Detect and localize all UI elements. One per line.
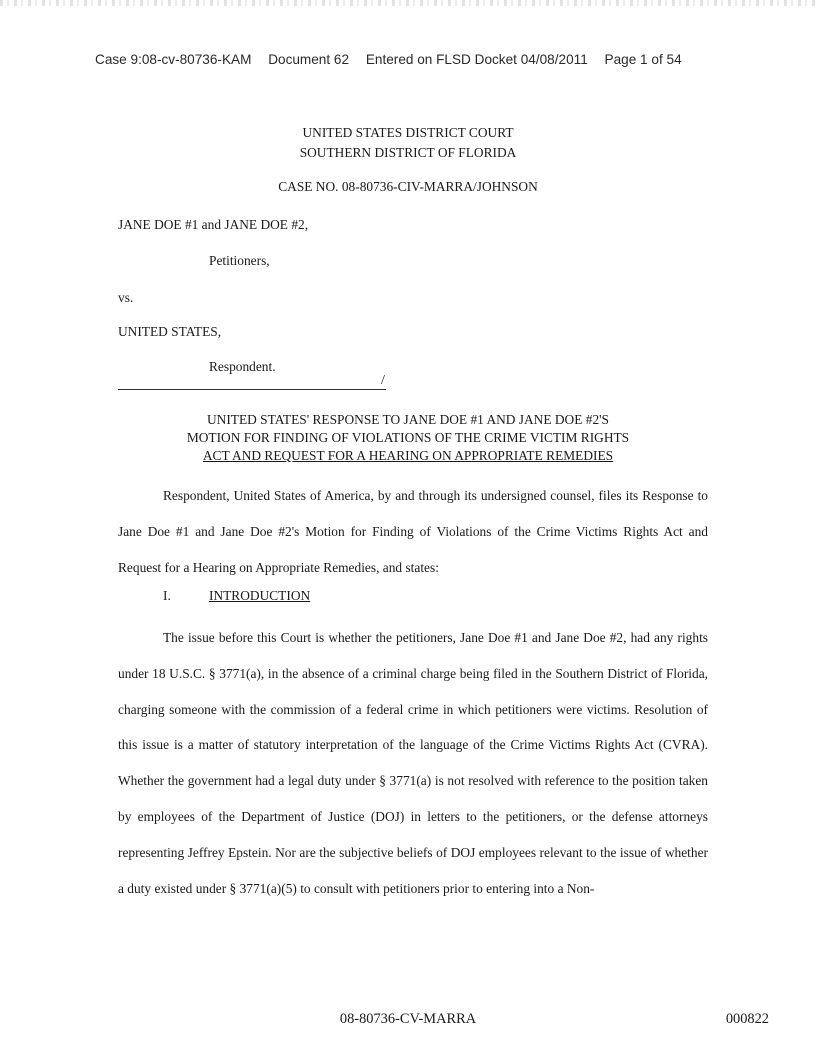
body-paragraph-text: The issue before this Court is whether the petitioners, Jane Doe #1 and Jane Doe #2, had any rights under 18 U.S.C. § 3771(a), in the absence of a criminal charge being filed in the Southern District of Florida, charging someone with the commission of a federal crime in which petitioners were victims. Resolution of this issue is a matter of statutory interpretation of the language of the Crime Victims Rights Act (CVRA). Whether the government had a legal duty under § 3771(a) is not resolved with reference to the position taken by employees of the Department of Justice (DOJ) in letters to the petitioners, or the defense attorneys representing Jeffrey Epstein. Nor are the subjective beliefs of DOJ employees relevant to the issue of whether a duty existed under § 3771(a)(5) to consult with petitioners prior to entering into a Non- — [118, 630, 708, 896]
title-line-1: UNITED STATES' RESPONSE TO JANE DOE #1 AND JANE DOE #2'S — [206, 412, 610, 427]
body-paragraph — [118, 620, 708, 906]
scan-edge-artifact — [0, 0, 816, 6]
title-line-3: ACT AND REQUEST FOR A HEARING ON APPROPRIATE REMEDIES — [202, 448, 614, 463]
intro-paragraph — [118, 478, 708, 585]
petitioners-label: Petitioners, — [209, 253, 270, 268]
header-document-number: Document 62 — [268, 52, 350, 67]
versus: vs. — [118, 290, 134, 305]
case-number: CASE NO. 08-80736-CIV-MARRA/JOHNSON — [278, 179, 538, 194]
document-title — [0, 411, 816, 465]
court-name: UNITED STATES DISTRICT COURT — [302, 125, 514, 140]
petitioners-names: JANE DOE #1 and JANE DOE #2, — [118, 217, 309, 232]
respondent-label: Respondent. — [209, 359, 276, 374]
court-district: SOUTHERN DISTRICT OF FLORIDA — [299, 145, 517, 160]
caption-divider-line — [118, 389, 386, 390]
header-page-number: Page 1 of 54 — [604, 52, 682, 67]
bates-page-number: 000822 — [725, 1011, 769, 1027]
caption-slash: / — [381, 373, 385, 388]
docket-header — [95, 52, 775, 67]
header-entered-date: Entered on FLSD Docket 04/08/2011 — [365, 52, 588, 67]
title-line-2: MOTION FOR FINDING OF VIOLATIONS OF THE CRIME VICTIM RIGHTS — [186, 430, 630, 445]
intro-paragraph-text: Respondent, United States of America, by and through its undersigned counsel, files its Response to Jane Doe #1 and Jane Doe #2's Motion for Finding of Violations of the Crime Victims Rights Act and Request for a Hearing on Appropriate Remedies, and states: — [118, 488, 708, 575]
bates-case-label: 08-80736-CV-MARRA — [339, 1011, 477, 1027]
respondent-name: UNITED STATES, — [118, 324, 222, 339]
section-heading — [163, 588, 310, 604]
header-case-number: Case 9:08-cv-80736-KAM — [95, 52, 252, 67]
section-title: INTRODUCTION — [209, 588, 311, 603]
section-number: I. — [163, 588, 171, 603]
